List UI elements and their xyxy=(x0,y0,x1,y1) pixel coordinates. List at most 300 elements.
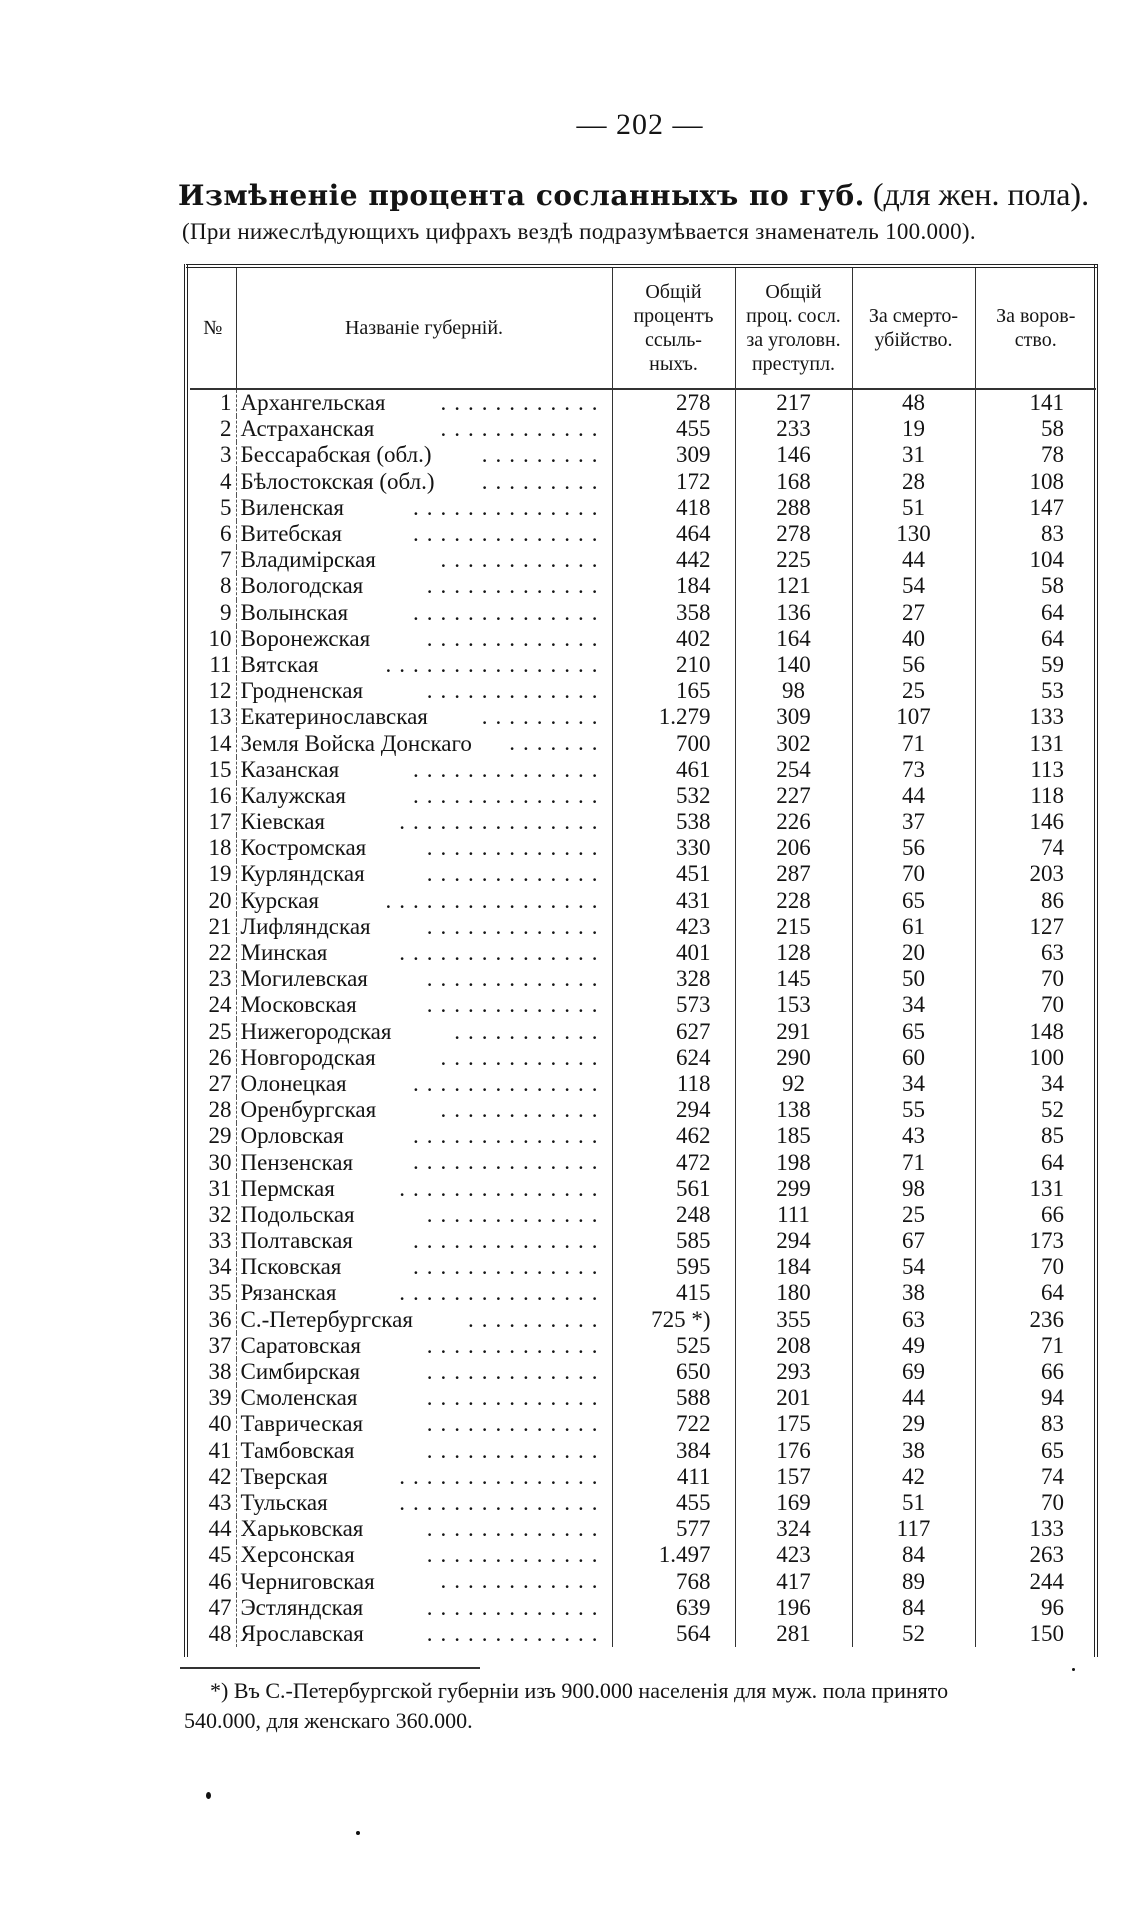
table-row xyxy=(190,1254,1096,1280)
row-number: 22 xyxy=(190,940,236,966)
leader-dots: ............. xyxy=(426,625,606,651)
cell-murder: 34 xyxy=(852,1071,975,1097)
cell-murder: 34 xyxy=(852,992,975,1018)
leader-dots: ........... xyxy=(454,1018,606,1044)
cell-murder: 56 xyxy=(852,652,975,678)
row-number: 35 xyxy=(190,1280,236,1306)
cell-theft: 150 xyxy=(1029,1620,1064,1646)
cell-theft: 65 xyxy=(1041,1437,1064,1463)
leader-dots: .............. xyxy=(413,756,606,782)
province-name-cell xyxy=(236,1542,612,1568)
column-header-line: преступл. xyxy=(751,353,836,375)
province-name-cell xyxy=(236,1516,612,1542)
cell-murder: 20 xyxy=(852,940,975,966)
province-name: Нижегородская xyxy=(240,1018,392,1044)
province-name-cell xyxy=(236,861,612,887)
cell-total-exiled: 650 xyxy=(612,1359,735,1385)
cell-criminal: 324 xyxy=(735,1516,852,1542)
row-number: 15 xyxy=(190,757,236,783)
province-name: Тверская xyxy=(240,1463,328,1489)
leader-dots: ............. xyxy=(426,992,606,1018)
cell-theft: 244 xyxy=(1029,1568,1064,1594)
table-row xyxy=(190,1568,1096,1594)
leader-dots: ............. xyxy=(426,835,606,861)
cell-total-exiled: 700 xyxy=(612,730,735,756)
cell-theft: 58 xyxy=(1041,416,1064,442)
cell-theft: 64 xyxy=(1041,1280,1064,1306)
row-number: 48 xyxy=(190,1621,236,1647)
province-name-cell xyxy=(236,469,612,495)
province-name-cell xyxy=(236,1595,612,1621)
province-name-cell xyxy=(236,1411,612,1437)
leader-dots: ......... xyxy=(481,468,606,494)
cell-murder: 89 xyxy=(852,1568,975,1594)
table-row xyxy=(190,1228,1096,1254)
row-number: 28 xyxy=(190,1097,236,1123)
province-name: Орловская xyxy=(240,1123,344,1149)
province-name: Харьковская xyxy=(240,1516,364,1542)
cell-total-exiled: 118 xyxy=(612,1071,735,1097)
cell-total-exiled: 525 xyxy=(612,1333,735,1359)
row-number: 20 xyxy=(190,888,236,914)
province-name-cell xyxy=(236,992,612,1018)
table-row xyxy=(190,495,1096,521)
province-name-cell xyxy=(236,1097,612,1123)
province-name-cell xyxy=(236,442,612,468)
leader-dots: ............ xyxy=(440,1097,606,1123)
province-name-cell xyxy=(236,416,612,442)
column-header-line: За смерто- xyxy=(868,305,959,327)
province-name: Новгородская xyxy=(240,1044,376,1070)
row-number: 23 xyxy=(190,966,236,992)
province-name: Саратовская xyxy=(240,1332,361,1358)
cell-theft: 78 xyxy=(1041,442,1064,468)
table-row xyxy=(190,757,1096,783)
cell-total-exiled: 1.497 xyxy=(612,1542,735,1568)
table-row xyxy=(190,914,1096,940)
province-name: Витебская xyxy=(240,521,342,547)
cell-total-exiled: 627 xyxy=(612,1019,735,1045)
province-name: Ярославская xyxy=(240,1620,364,1646)
cell-total-exiled: 577 xyxy=(612,1516,735,1542)
column-header-criminal xyxy=(735,268,852,389)
province-name: Псковская xyxy=(240,1254,342,1280)
province-name-cell xyxy=(236,1490,612,1516)
cell-total-exiled: 1.279 xyxy=(612,704,735,730)
cell-criminal: 128 xyxy=(735,940,852,966)
cell-total-exiled: 462 xyxy=(612,1123,735,1149)
cell-total-exiled: 464 xyxy=(612,521,735,547)
cell-murder: 71 xyxy=(852,1149,975,1175)
row-number: 26 xyxy=(190,1045,236,1071)
leader-dots: ............. xyxy=(426,861,606,887)
province-name: Гродненская xyxy=(240,678,364,704)
cell-theft: 147 xyxy=(1029,494,1064,520)
cell-theft: 83 xyxy=(1041,1411,1064,1437)
row-number: 25 xyxy=(190,1019,236,1045)
column-header-line: ныхъ. xyxy=(649,353,698,375)
cell-theft: 70 xyxy=(1041,1254,1064,1280)
cell-murder: 44 xyxy=(852,547,975,573)
cell-murder: 19 xyxy=(852,416,975,442)
cell-theft: 64 xyxy=(1041,599,1064,625)
province-name: Полтавская xyxy=(240,1228,353,1254)
table-row xyxy=(190,1516,1096,1542)
table-row xyxy=(190,1045,1096,1071)
leader-dots: ....... xyxy=(509,730,606,756)
print-speck xyxy=(356,1831,360,1835)
cell-criminal: 291 xyxy=(735,1019,852,1045)
province-name: Вятская xyxy=(240,651,319,677)
cell-murder: 25 xyxy=(852,1202,975,1228)
table-row xyxy=(190,469,1096,495)
province-name: Курляндская xyxy=(240,861,365,887)
cell-theft: 86 xyxy=(1041,887,1064,913)
province-name-cell xyxy=(236,1071,612,1097)
row-number: 14 xyxy=(190,730,236,756)
cell-theft: 133 xyxy=(1029,1516,1064,1542)
cell-theft: 131 xyxy=(1029,1175,1064,1201)
cell-total-exiled: 294 xyxy=(612,1097,735,1123)
table-row xyxy=(190,861,1096,887)
cell-total-exiled: 442 xyxy=(612,547,735,573)
leader-dots: ............. xyxy=(426,1437,606,1463)
province-name-cell xyxy=(236,809,612,835)
row-number: 46 xyxy=(190,1568,236,1594)
cell-murder: 44 xyxy=(852,783,975,809)
cell-murder: 52 xyxy=(852,1621,975,1647)
leader-dots: .............. xyxy=(413,782,606,808)
table-header xyxy=(190,268,1096,389)
province-name-cell xyxy=(236,730,612,756)
column-header-line: № xyxy=(203,317,223,339)
cell-murder: 43 xyxy=(852,1123,975,1149)
cell-theft: 263 xyxy=(1029,1542,1064,1568)
cell-murder: 42 xyxy=(852,1464,975,1490)
province-name-cell xyxy=(236,835,612,861)
cell-murder: 84 xyxy=(852,1542,975,1568)
cell-criminal: 287 xyxy=(735,861,852,887)
row-number: 39 xyxy=(190,1385,236,1411)
leader-dots: ............ xyxy=(440,1568,606,1594)
cell-total-exiled: 538 xyxy=(612,809,735,835)
cell-theft: 127 xyxy=(1029,913,1064,939)
province-name-cell xyxy=(236,1149,612,1175)
province-name: Виленская xyxy=(240,494,344,520)
cell-murder: 60 xyxy=(852,1045,975,1071)
cell-theft: 64 xyxy=(1041,625,1064,651)
cell-criminal: 294 xyxy=(735,1228,852,1254)
province-name-cell xyxy=(236,940,612,966)
title-main: Измѣненіе процента сосланныхъ по губ. xyxy=(178,179,865,212)
leader-dots: ............. xyxy=(426,1332,606,1358)
cell-murder: 98 xyxy=(852,1176,975,1202)
footnote xyxy=(184,1676,1104,1736)
cell-theft: 70 xyxy=(1041,966,1064,992)
column-header-murder xyxy=(852,268,975,389)
cell-total-exiled: 585 xyxy=(612,1228,735,1254)
cell-murder: 29 xyxy=(852,1411,975,1437)
leader-dots: .......... xyxy=(468,1306,606,1332)
row-number: 4 xyxy=(190,469,236,495)
table-row xyxy=(190,1385,1096,1411)
province-name-cell xyxy=(236,678,612,704)
table-row xyxy=(190,1542,1096,1568)
table-row xyxy=(190,1490,1096,1516)
cell-criminal: 226 xyxy=(735,809,852,835)
cell-theft: 96 xyxy=(1041,1594,1064,1620)
cell-murder: 65 xyxy=(852,888,975,914)
cell-murder: 61 xyxy=(852,914,975,940)
cell-murder: 38 xyxy=(852,1280,975,1306)
cell-criminal: 201 xyxy=(735,1385,852,1411)
cell-total-exiled: 431 xyxy=(612,888,735,914)
cell-theft: 63 xyxy=(1041,940,1064,966)
province-name: Земля Войска Донскаго xyxy=(240,730,472,756)
leader-dots: .............. xyxy=(413,520,606,546)
leader-dots: .............. xyxy=(413,494,606,520)
cell-criminal: 175 xyxy=(735,1411,852,1437)
cell-murder: 73 xyxy=(852,757,975,783)
cell-total-exiled: 248 xyxy=(612,1202,735,1228)
province-name-cell xyxy=(236,389,612,416)
cell-theft: 64 xyxy=(1041,1149,1064,1175)
cell-total-exiled: 451 xyxy=(612,861,735,887)
column-header-line: Названіе губерній. xyxy=(344,317,504,339)
row-number: 11 xyxy=(190,652,236,678)
cell-theft: 66 xyxy=(1041,1201,1064,1227)
province-name-cell xyxy=(236,888,612,914)
cell-total-exiled: 561 xyxy=(612,1176,735,1202)
province-name: Вологодская xyxy=(240,573,364,599)
cell-murder: 84 xyxy=(852,1595,975,1621)
row-number: 32 xyxy=(190,1202,236,1228)
province-name-cell xyxy=(236,1307,612,1333)
province-name-cell xyxy=(236,1621,612,1647)
cell-theft: 100 xyxy=(1029,1044,1064,1070)
column-header-line: За воров- xyxy=(996,305,1076,327)
table-row xyxy=(190,1595,1096,1621)
row-number: 33 xyxy=(190,1228,236,1254)
province-name: Волынская xyxy=(240,599,349,625)
row-number: 24 xyxy=(190,992,236,1018)
cell-murder: 51 xyxy=(852,1490,975,1516)
cell-theft: 83 xyxy=(1041,521,1064,547)
province-name-cell xyxy=(236,1438,612,1464)
row-number: 36 xyxy=(190,1307,236,1333)
leader-dots: .............. xyxy=(413,1254,606,1280)
table-row xyxy=(190,547,1096,573)
cell-murder: 54 xyxy=(852,573,975,599)
table-row xyxy=(190,626,1096,652)
province-name-cell xyxy=(236,1176,612,1202)
cell-criminal: 196 xyxy=(735,1595,852,1621)
cell-theft: 58 xyxy=(1041,573,1064,599)
cell-theft: 104 xyxy=(1029,547,1064,573)
province-name: Кіевская xyxy=(240,809,325,835)
cell-murder: 38 xyxy=(852,1438,975,1464)
table-row xyxy=(190,1359,1096,1385)
cell-theft: 131 xyxy=(1029,730,1064,756)
footnote-line-2: 540.000, для женскаго 360.000. xyxy=(184,1708,473,1733)
province-name-cell xyxy=(236,757,612,783)
row-number: 38 xyxy=(190,1359,236,1385)
row-number: 3 xyxy=(190,442,236,468)
cell-murder: 27 xyxy=(852,600,975,626)
row-number: 13 xyxy=(190,704,236,730)
column-header-line: убійство. xyxy=(874,329,953,351)
cell-total-exiled: 595 xyxy=(612,1254,735,1280)
cell-total-exiled: 564 xyxy=(612,1621,735,1647)
leader-dots: ............ xyxy=(440,1044,606,1070)
cell-criminal: 278 xyxy=(735,521,852,547)
column-header-total-exiled xyxy=(612,268,735,389)
province-name: Могилевская xyxy=(240,966,368,992)
row-number: 17 xyxy=(190,809,236,835)
cell-theft: 59 xyxy=(1041,651,1064,677)
province-name-cell xyxy=(236,1359,612,1385)
cell-theft: 118 xyxy=(1030,782,1064,808)
cell-criminal: 140 xyxy=(735,652,852,678)
cell-total-exiled: 455 xyxy=(612,416,735,442)
table-row xyxy=(190,809,1096,835)
province-name-cell xyxy=(236,1254,612,1280)
cell-criminal: 198 xyxy=(735,1149,852,1175)
row-number: 7 xyxy=(190,547,236,573)
province-name-cell xyxy=(236,1202,612,1228)
row-number: 43 xyxy=(190,1490,236,1516)
leader-dots: ............. xyxy=(426,678,606,704)
table-row xyxy=(190,1176,1096,1202)
province-name: Бессарабская (обл.) xyxy=(240,442,432,468)
row-number: 9 xyxy=(190,600,236,626)
cell-criminal: 208 xyxy=(735,1333,852,1359)
cell-murder: 130 xyxy=(852,521,975,547)
cell-murder: 70 xyxy=(852,861,975,887)
footnote-divider xyxy=(180,1667,480,1669)
column-header-line: Общій xyxy=(765,281,822,303)
column-header-line: ссыль- xyxy=(645,329,702,351)
province-name-cell xyxy=(236,1123,612,1149)
cell-total-exiled: 401 xyxy=(612,940,735,966)
province-name: Екатеринославская xyxy=(240,704,428,730)
province-name-cell xyxy=(236,1019,612,1045)
cell-criminal: 176 xyxy=(735,1438,852,1464)
row-number: 2 xyxy=(190,416,236,442)
cell-theft: 108 xyxy=(1029,468,1064,494)
table-row xyxy=(190,521,1096,547)
row-number: 34 xyxy=(190,1254,236,1280)
cell-total-exiled: 210 xyxy=(612,652,735,678)
print-speck xyxy=(1072,1668,1075,1671)
cell-criminal: 288 xyxy=(735,495,852,521)
province-name: Симбирская xyxy=(240,1359,361,1385)
table-row xyxy=(190,1333,1096,1359)
province-name-cell xyxy=(236,495,612,521)
row-number: 18 xyxy=(190,835,236,861)
leader-dots: ............. xyxy=(426,913,606,939)
row-number: 41 xyxy=(190,1438,236,1464)
row-number: 42 xyxy=(190,1464,236,1490)
leader-dots: .............. xyxy=(413,599,606,625)
province-name-cell xyxy=(236,914,612,940)
table-row xyxy=(190,1019,1096,1045)
cell-criminal: 146 xyxy=(735,442,852,468)
row-number: 16 xyxy=(190,783,236,809)
table-row xyxy=(190,442,1096,468)
cell-theft: 85 xyxy=(1041,1123,1064,1149)
leader-dots: ............. xyxy=(426,1358,606,1384)
cell-criminal: 168 xyxy=(735,469,852,495)
title-qualifier: (для жен. пола). xyxy=(864,176,1090,212)
table-row xyxy=(190,1621,1096,1647)
table-row xyxy=(190,835,1096,861)
cell-total-exiled: 165 xyxy=(612,678,735,704)
table-row xyxy=(190,1438,1096,1464)
cell-criminal: 145 xyxy=(735,966,852,992)
province-name: Черниговская xyxy=(240,1568,375,1594)
row-number: 40 xyxy=(190,1411,236,1437)
cell-criminal: 153 xyxy=(735,992,852,1018)
row-number: 44 xyxy=(190,1516,236,1542)
cell-total-exiled: 328 xyxy=(612,966,735,992)
cell-theft: 141 xyxy=(1029,390,1064,416)
table-row xyxy=(190,600,1096,626)
cell-total-exiled: 768 xyxy=(612,1568,735,1594)
cell-total-exiled: 624 xyxy=(612,1045,735,1071)
cell-theft: 94 xyxy=(1041,1385,1064,1411)
cell-criminal: 138 xyxy=(735,1097,852,1123)
cell-total-exiled: 402 xyxy=(612,626,735,652)
cell-theft: 203 xyxy=(1029,861,1064,887)
province-name-cell xyxy=(236,1568,612,1594)
leader-dots: ............... xyxy=(399,939,606,965)
cell-total-exiled: 639 xyxy=(612,1595,735,1621)
leader-dots: ............... xyxy=(399,1489,606,1515)
leader-dots: ............. xyxy=(426,1542,606,1568)
province-name-cell xyxy=(236,573,612,599)
cell-theft: 70 xyxy=(1041,992,1064,1018)
cell-murder: 48 xyxy=(852,389,975,416)
cell-murder: 65 xyxy=(852,1019,975,1045)
cell-criminal: 185 xyxy=(735,1123,852,1149)
table-row xyxy=(190,1280,1096,1306)
cell-murder: 67 xyxy=(852,1228,975,1254)
column-header-line: процентъ xyxy=(633,305,714,327)
cell-theft: 74 xyxy=(1041,1463,1064,1489)
cell-criminal: 254 xyxy=(735,757,852,783)
cell-total-exiled: 461 xyxy=(612,757,735,783)
cell-criminal: 164 xyxy=(735,626,852,652)
leader-dots: ............... xyxy=(399,1280,606,1306)
cell-theft: 52 xyxy=(1041,1097,1064,1123)
cell-murder: 63 xyxy=(852,1307,975,1333)
cell-criminal: 417 xyxy=(735,1568,852,1594)
table-row xyxy=(190,730,1096,756)
cell-murder: 40 xyxy=(852,626,975,652)
province-name-cell xyxy=(236,600,612,626)
row-number: 12 xyxy=(190,678,236,704)
province-name: Бѣлостокская (обл.) xyxy=(240,468,435,494)
cell-theft: 148 xyxy=(1029,1018,1064,1044)
leader-dots: .............. xyxy=(413,1123,606,1149)
leader-dots: ............ xyxy=(440,416,606,442)
leader-dots: ............... xyxy=(399,809,606,834)
row-number: 5 xyxy=(190,495,236,521)
province-name: Московская xyxy=(240,992,357,1018)
table-row xyxy=(190,1097,1096,1123)
province-name-cell xyxy=(236,626,612,652)
